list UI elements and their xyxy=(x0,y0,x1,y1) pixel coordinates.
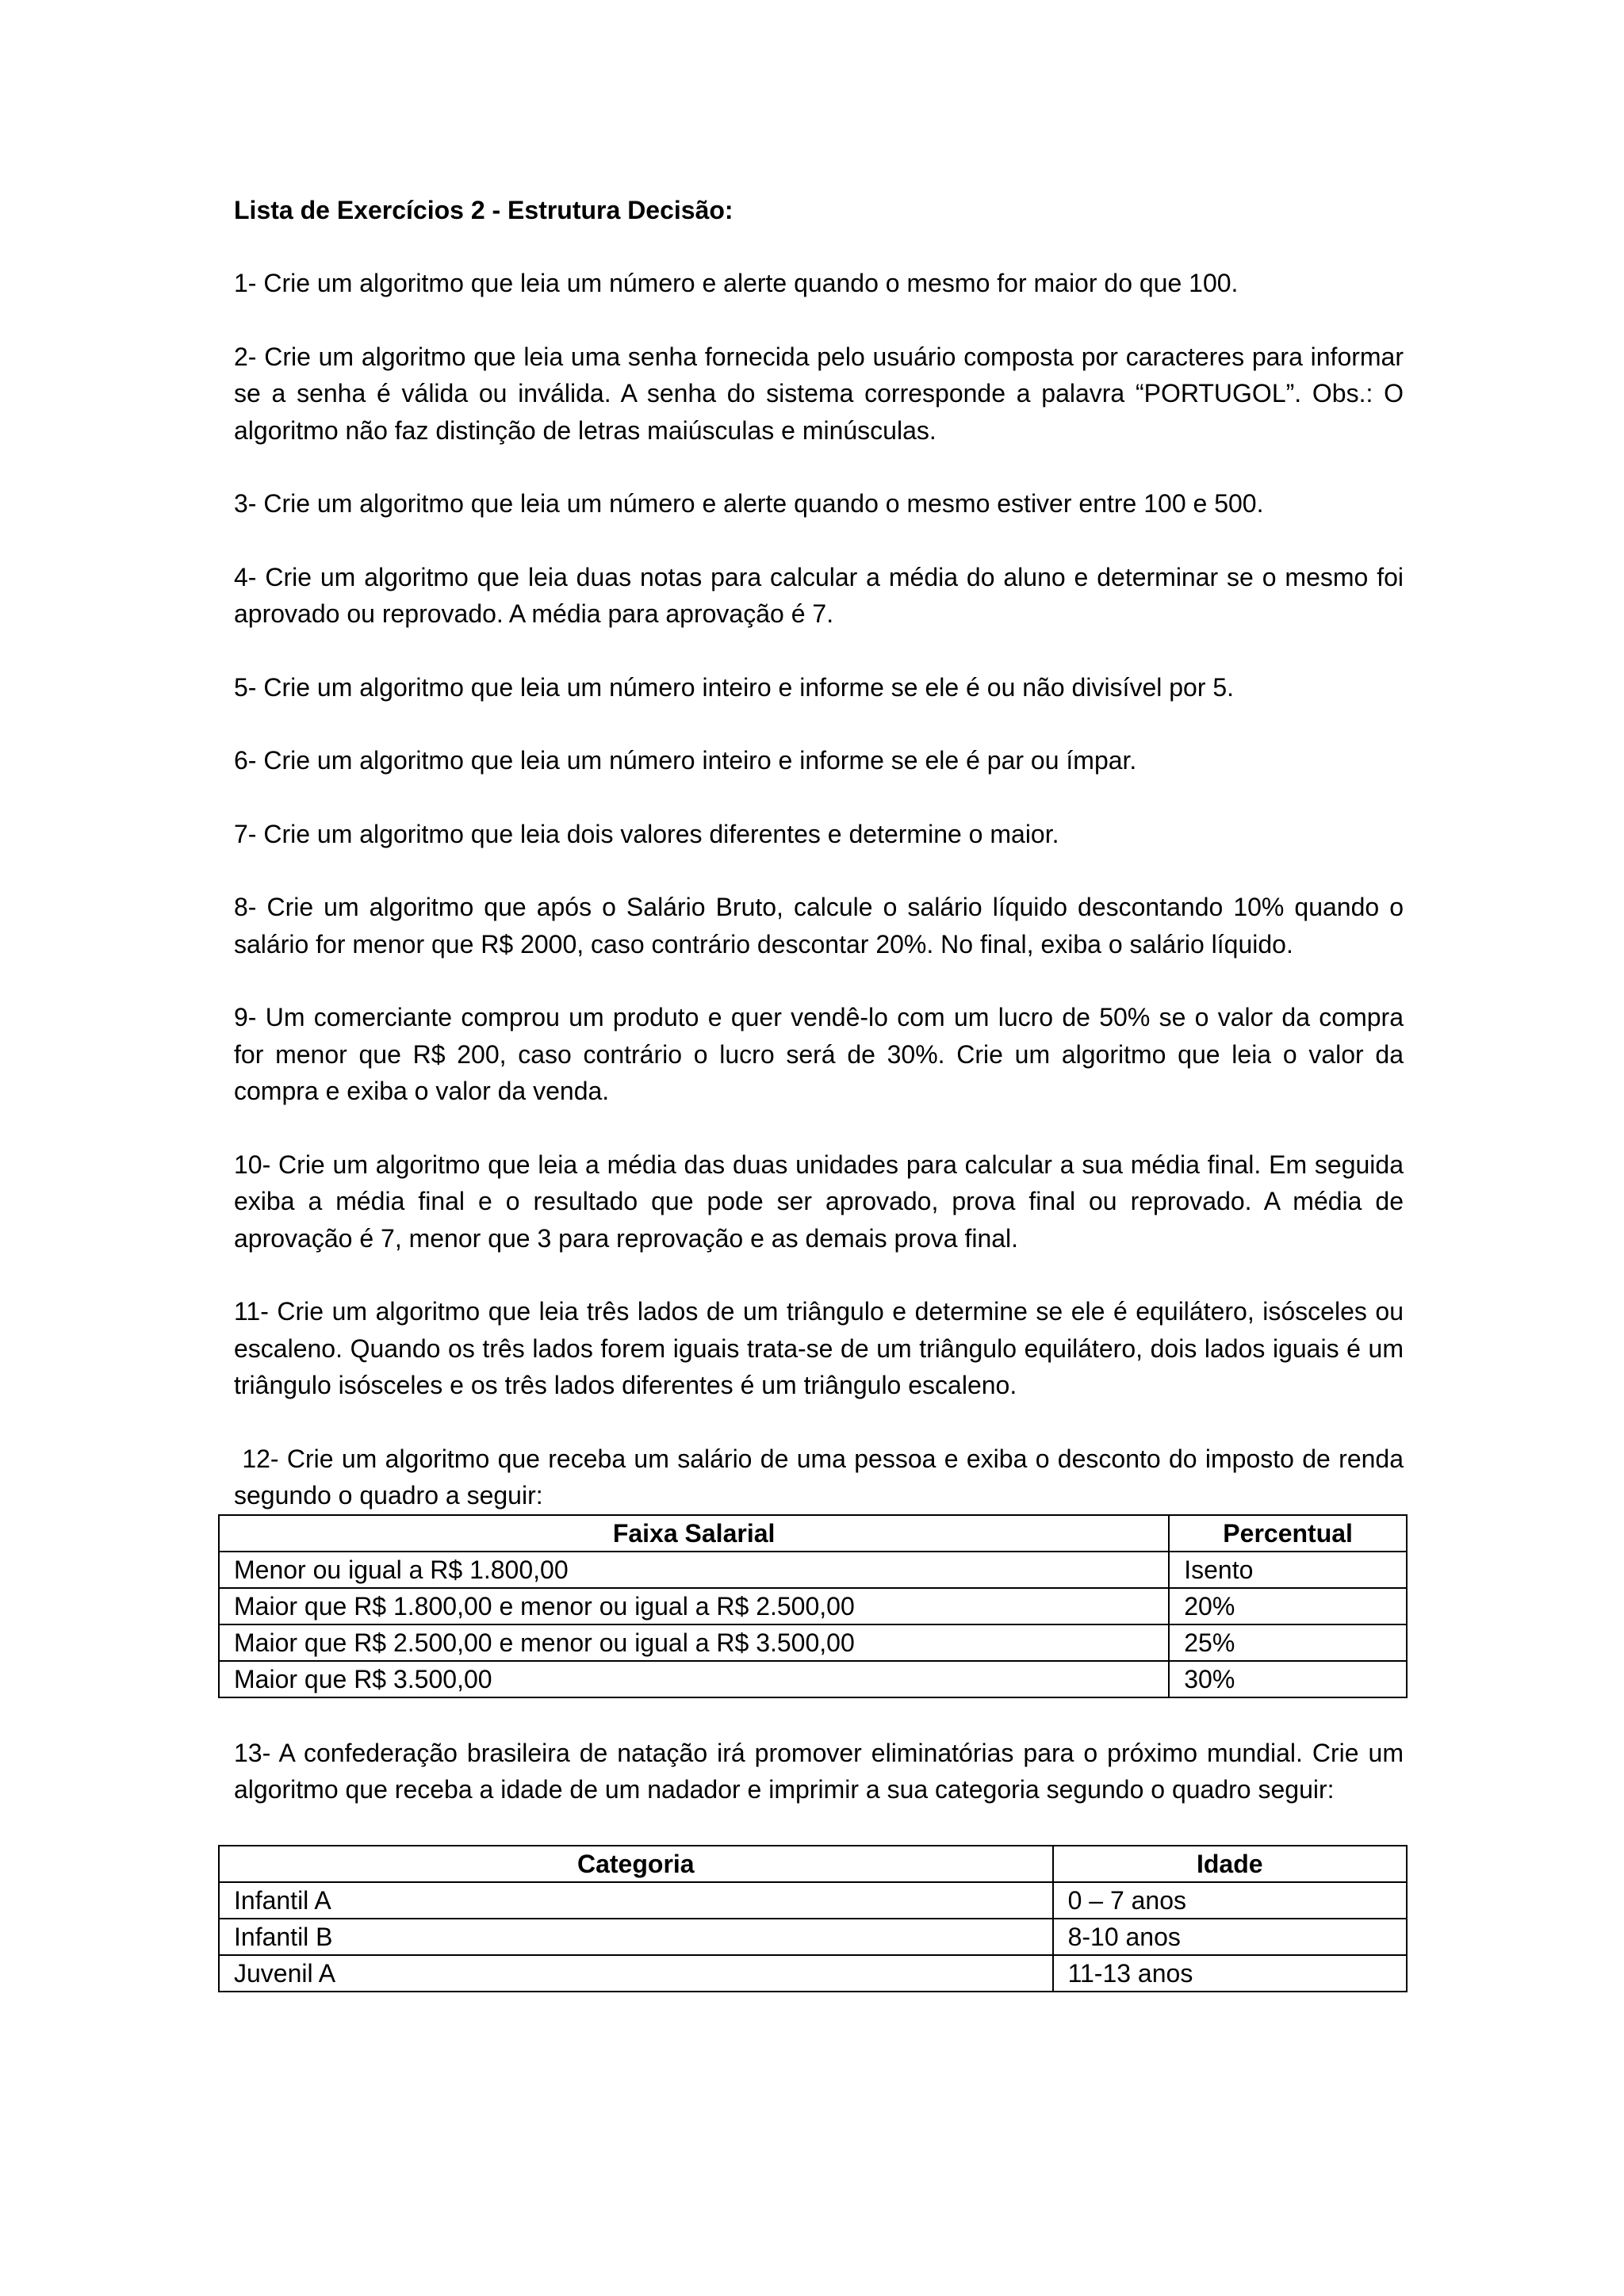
exercise-4: 4- Crie um algoritmo que leia duas notas para calcular a média do aluno e determinar se o mesmo foi aprovado ou reprovado. A média para aprovação é 7. xyxy=(234,562,1404,628)
table-cell: Infantil A xyxy=(219,1882,1053,1919)
exercise-7: 7- Crie um algoritmo que leia dois valores diferentes e determine o maior. xyxy=(234,819,1059,848)
exercise-6: 6- Crie um algoritmo que leia um número inteiro e informe se ele é par ou ímpar. xyxy=(234,746,1137,775)
table-header-row xyxy=(219,1846,1407,1882)
table-cell: 0 – 7 anos xyxy=(1053,1882,1407,1919)
table-cell: Infantil B xyxy=(219,1919,1053,1955)
exercise-2: 2- Crie um algoritmo que leia uma senha fornecida pelo usuário composta por caracteres para informar se a senha é válida ou inválida. A senha do sistema corresponde a palavra “PORTUGOL”. Obs.: O algoritmo não faz distinção de letras maiúsculas e minúsculas. xyxy=(234,342,1404,445)
column-header-faixa-salarial: Faixa Salarial xyxy=(219,1515,1169,1552)
table-cell: Maior que R$ 3.500,00 xyxy=(219,1661,1169,1697)
document-page xyxy=(234,192,1411,1992)
table-row xyxy=(219,1661,1407,1697)
income-tax-table xyxy=(218,1514,1408,1698)
document-title: Lista de Exercícios 2 - Estrutura Decisão: xyxy=(234,196,733,224)
table-cell: 11-13 anos xyxy=(1053,1955,1407,1992)
table-row xyxy=(219,1552,1407,1588)
table-row xyxy=(219,1955,1407,1992)
exercise-10: 10- Crie um algoritmo que leia a média das duas unidades para calcular a sua média final. Em seguida exiba a média final e o resultado que pode ser aprovado, prova final ou reprovado. A média de aprovação é 7, menor que 3 para reprovação e as demais prova final. xyxy=(234,1150,1404,1253)
table-row xyxy=(219,1919,1407,1955)
exercise-1: 1- Crie um algoritmo que leia um número e alerte quando o mesmo for maior do que 100. xyxy=(234,269,1239,297)
exercise-8: 8- Crie um algoritmo que após o Salário Bruto, calcule o salário líquido descontando 10% quando o salário for menor que R$ 2000, caso contrário descontar 20%. No final, exiba o salário líquido. xyxy=(234,893,1404,959)
table-cell: 8-10 anos xyxy=(1053,1919,1407,1955)
table-cell: 30% xyxy=(1169,1661,1407,1697)
table-header-row xyxy=(219,1515,1407,1552)
table-cell: Maior que R$ 1.800,00 e menor ou igual a R$ 2.500,00 xyxy=(219,1588,1169,1624)
exercise-11: 11- Crie um algoritmo que leia três lados de um triângulo e determine se ele é equilátero, isósceles ou escaleno. Quando os três lados forem iguais trata-se de um triângulo equilátero, dois lados iguais é um triângulo isósceles e os três lados diferentes é um triângulo escaleno. xyxy=(234,1297,1404,1399)
column-header-percentual: Percentual xyxy=(1169,1515,1407,1552)
exercise-3: 3- Crie um algoritmo que leia um número e alerte quando o mesmo estiver entre 100 e 500. xyxy=(234,489,1264,518)
exercise-13: 13- A confederação brasileira de natação irá promover eliminatórias para o próximo mundial. Crie um algoritmo que receba a idade de um nadador e imprimir a sua categoria segundo o quadro seguir: xyxy=(234,1738,1404,1804)
table-cell: Isento xyxy=(1169,1552,1407,1588)
exercise-9: 9- Um comerciante comprou um produto e quer vendê-lo com um lucro de 50% se o valor da compra for menor que R$ 200, caso contrário o lucro será de 30%. Crie um algoritmo que leia o valor da compra e exiba o valor da venda. xyxy=(234,1003,1404,1105)
table-cell: Juvenil A xyxy=(219,1955,1053,1992)
table-row xyxy=(219,1588,1407,1624)
exercise-12: 12- Crie um algoritmo que receba um salário de uma pessoa e exiba o desconto do imposto de renda segundo o quadro a seguir: xyxy=(234,1444,1411,1510)
table-cell: 20% xyxy=(1169,1588,1407,1624)
table-cell: Maior que R$ 2.500,00 e menor ou igual a R$ 3.500,00 xyxy=(219,1624,1169,1661)
column-header-idade: Idade xyxy=(1053,1846,1407,1882)
table-row xyxy=(219,1624,1407,1661)
table-cell: Menor ou igual a R$ 1.800,00 xyxy=(219,1552,1169,1588)
column-header-categoria: Categoria xyxy=(219,1846,1053,1882)
table-row xyxy=(219,1882,1407,1919)
swim-category-table xyxy=(218,1845,1408,1992)
table-cell: 25% xyxy=(1169,1624,1407,1661)
exercise-5: 5- Crie um algoritmo que leia um número inteiro e informe se ele é ou não divisível por 5. xyxy=(234,672,1235,702)
